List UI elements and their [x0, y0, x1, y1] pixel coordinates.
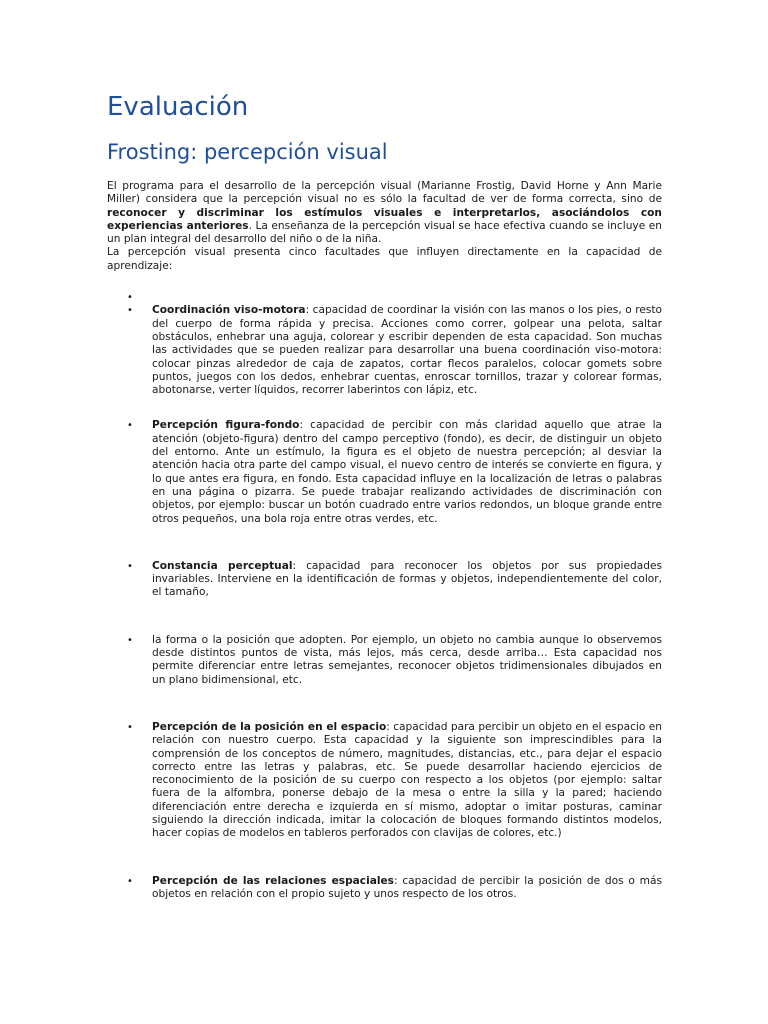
- list-item-text: la forma o la posición que adopten. Por ejemplo, un objeto no cambia aunque lo observemos desde distintos puntos de vista, más lejos, más cerca, desde arriba… Esta capacidad nos permite diferenciar entre letras semejantes, reconocer objetos tridimensionales dibujados en un plano bidimensional, etc.: [152, 633, 662, 686]
- intro-bold-text: reconocer y discriminar los estímulos visuales e interpretarlos, asociándolos con experiencias anteriores: [107, 206, 662, 232]
- bullet-icon: •: [127, 292, 133, 304]
- intro-paragraph-2: La percepción visual presenta cinco facultades que influyen directamente en la capacidad de aprendizaje:: [107, 246, 662, 272]
- list-item-term: Percepción de la posición en el espacio: [152, 720, 387, 733]
- list-item-empty: [107, 291, 662, 304]
- intro-text-2: . La enseñanza de la percepción visual se hace efectiva cuando se incluye en un plan integral del desarrollo del niño o de la niña.: [107, 219, 662, 246]
- bullet-icon: •: [127, 634, 133, 646]
- list-item-term: Percepción figura-fondo: [152, 419, 300, 432]
- list-item-term: Percepción de las relaciones espaciales: [152, 874, 394, 887]
- list-item-text: : capacidad de percibir la posición de dos o más objetos en relación con el propio sujeto y unos respecto de los otros.: [152, 874, 662, 900]
- list-item-text: : capacidad para percibir un objeto en el espacio en relación con nuestro cuerpo. Esta capacidad y la siguiente son imprescindibles para la comprensión de los conceptos de número, magnitudes, distancias, etc., para dejar el espacio correcto entre las letras y palabras, etc. Se puede desarrollar haciendo ejercicios de reconocimiento de la posición de su cuerpo con respecto a los objetos (por ejemplo: saltar fuera de la alfombra, ponerse debajo de la mesa o entre la silla y la pared; haciendo diferenciación entre derecha e izquierda en sí mismo, adoptar o imitar posturas, caminar siguiendo la dirección indicada, imitar la colocación de bloques formando distintos modelos, hacer copias de modelos en tableros perforados con clavijas de colores, etc.): [152, 720, 662, 840]
- document-content: [107, 90, 662, 901]
- list-item-text: : capacidad de percibir con más claridad aquello que atrae la atención (objeto-figura) dentro del campo perceptivo (fondo), es decir, de distinguir un objeto del entorno. Ante un estímulo, la figura es el objeto de nuestra percepción; al desviar la atención hacia otra parte del campo visual, el nuevo centro de interés se convierte en figura, y lo que antes era figura, en fondo. Esta capacidad influye en la localización de letras o palabras en una página o pizarra. Se puede trabajar realizando actividades de discriminación con objetos, por ejemplo: buscar un botón cuadrado entre varios redondos, un bloque grande entre otros pequeños, una bola roja entre otras verdes, etc.: [152, 419, 663, 525]
- list-item: [107, 721, 662, 841]
- bullet-icon: •: [127, 420, 133, 432]
- list-item-term: Constancia perceptual: [152, 559, 293, 572]
- list-item-text: : capacidad de coordinar la visión con las manos o los pies, o resto del cuerpo de forma rápida y precisa. Acciones como correr, golpear una pelota, saltar obstáculos, enhebrar una aguja, colorear y escribir dependen de esta capacidad. Son muchas las actividades que se pueden realizar para desarrollar una buena coordinación viso-motora: colocar pinzas alrededor de caja de zapatos, cortar flecos paralelos, colocar gomets sobre puntos, juegos con los dedos, enhebrar cuentas, enroscar tornillos, trazar y colorear formas, abotonarse, verter líquidos, recorrer laberintos con lápiz, etc.: [152, 304, 662, 397]
- list-item-text: : capacidad para reconocer los objetos por sus propiedades invariables. Interviene en la identificación de formas y objetos, independientemente del color, el tamaño,: [152, 559, 662, 599]
- section-subtitle: Frosting: percepción visual: [107, 140, 388, 164]
- bullet-icon: •: [127, 305, 133, 317]
- bullet-icon: •: [127, 875, 133, 887]
- list-item: [107, 419, 662, 525]
- intro-text-1: El programa para el desarrollo de la percepción visual (Marianne Frostig, David Horne y Ann Marie Miller) considera que la percepción visual no es sólo la facultad de ver de forma correcta, sino de: [107, 180, 662, 206]
- list-item: [107, 634, 662, 687]
- intro-paragraph: [107, 180, 662, 246]
- list-item: [107, 304, 662, 397]
- list-item: [107, 560, 662, 600]
- page-title: Evaluación: [107, 92, 249, 122]
- bullet-icon: •: [127, 560, 133, 572]
- list-item: [107, 875, 662, 902]
- bullet-icon: •: [127, 721, 133, 733]
- list-item-term: Coordinación viso-motora: [152, 304, 306, 317]
- faculties-list: [107, 291, 662, 901]
